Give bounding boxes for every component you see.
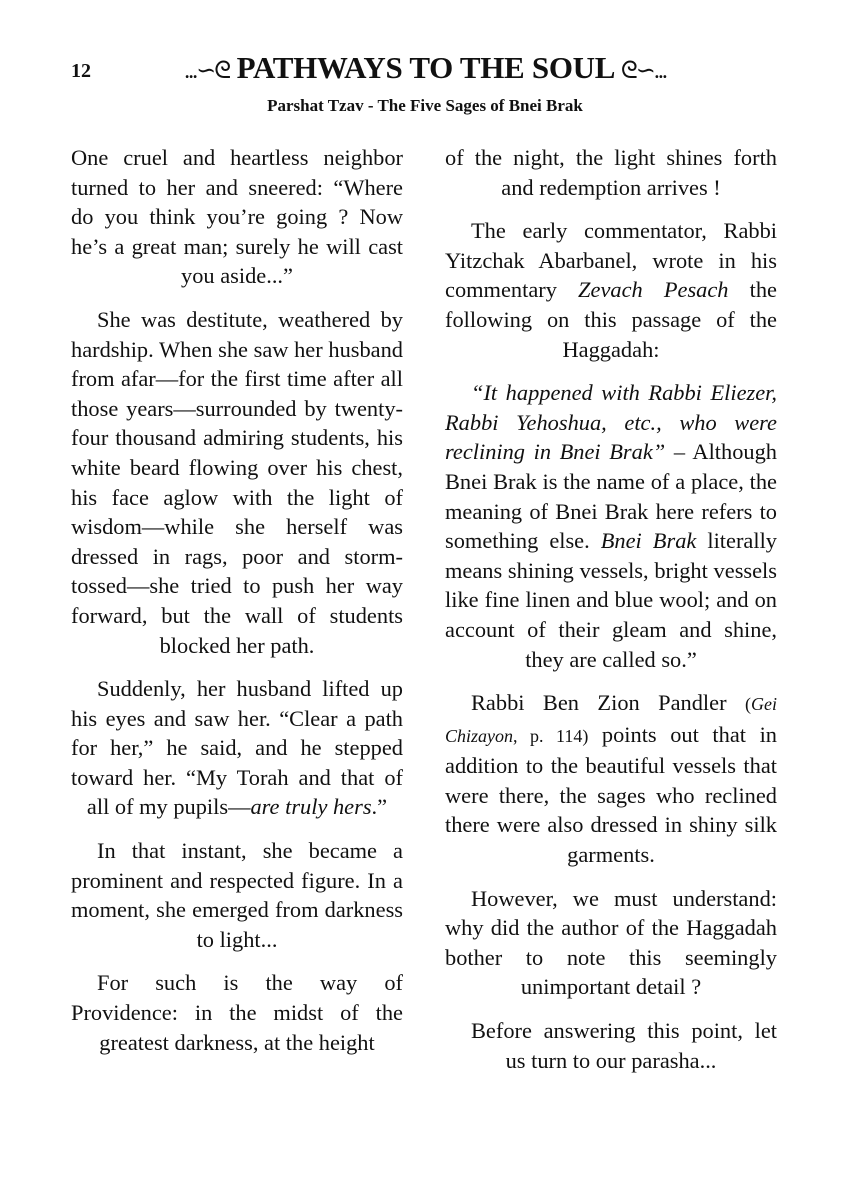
paragraph bbox=[71, 968, 403, 1057]
text-run: ( bbox=[745, 694, 751, 715]
text-run: , p. 114) bbox=[513, 725, 589, 746]
text-run: Rabbi Ben Zion Pandler bbox=[471, 690, 745, 716]
chapter-subtitle: Parshat Tzav - The Five Sages of Bnei Brak bbox=[267, 96, 583, 115]
text-run: However, we must understand: why did the author of the Haggadah bother to note this seemingly unimportant detail ? bbox=[445, 885, 777, 1000]
ornament-left-icon: ...∽ᘓ bbox=[184, 58, 230, 84]
italic-text: Zevach Pesach bbox=[578, 277, 729, 303]
paragraph bbox=[71, 143, 403, 291]
book-title: PATHWAYS TO THE SOUL bbox=[236, 50, 614, 85]
text-run: points out that in addition to the beautiful vessels that were there, the sages who reclined there were also dressed in shiny silk garments. bbox=[445, 721, 777, 868]
paragraph bbox=[445, 378, 777, 674]
text-run: She was destitute, weathered by hardship. When she saw her husband from afar—for the first time after all those years—surrounded by twenty-four thousand admiring students, his white beard flowing over his chest, his face aglow with the light of wisdom—while she herself was dressed in rags, poor and storm-tossed—she tried to push her way forward, but the wall of students blocked her path. bbox=[71, 306, 403, 658]
ornament-right-icon: ᘓ∽... bbox=[620, 58, 666, 84]
italic-text: Bnei Brak bbox=[600, 528, 697, 554]
paragraph bbox=[445, 143, 777, 202]
text-run: Before answering this point, let us turn to our parasha... bbox=[471, 1018, 777, 1073]
text-run: .” bbox=[371, 794, 388, 820]
text-run: For such is the way of Providence: in the midst of the greatest darkness, at the height bbox=[71, 970, 403, 1055]
right-column bbox=[445, 143, 777, 1089]
text-run: the following on this passage of the Haggadah: bbox=[445, 277, 777, 362]
running-title bbox=[130, 50, 720, 86]
left-column bbox=[71, 143, 403, 1071]
text-run: One cruel and heartless neighbor turned to her and sneered: “Where do you think you’re going ? Now he’s a great man; surely he will cast you aside...” bbox=[71, 145, 403, 289]
text-run: In that instant, she became a prominent and respected figure. In a moment, she emerged from darkness to light... bbox=[71, 838, 403, 952]
paragraph bbox=[445, 688, 777, 870]
page-number: 12 bbox=[71, 60, 91, 82]
paragraph bbox=[71, 674, 403, 822]
paragraph bbox=[445, 884, 777, 1002]
italic-text: Gei Chizayon bbox=[445, 694, 777, 746]
text-run: The early commentator, Rabbi Yitzchak Abarbanel, wrote in his commentary bbox=[445, 218, 777, 303]
paragraph bbox=[445, 216, 777, 364]
italic-text: are truly hers bbox=[250, 794, 372, 820]
text-run: – Although Bnei Brak is the name of a place, the meaning of Bnei Brak here refers to something else. bbox=[445, 439, 777, 554]
text-run: of the night, the light shines forth and redemption arrives ! bbox=[445, 145, 777, 200]
italic-text: “It happened with Rabbi Eliezer, Rabbi Yehoshua, etc., who were reclining in Bnei Brak” bbox=[445, 380, 777, 465]
text-run: literally means shining vessels, bright vessels like fine linen and blue wool; and on account of their gleam and shine, they are called so.” bbox=[445, 528, 777, 672]
paragraph bbox=[71, 305, 403, 660]
text-run: Suddenly, her husband lifted up his eyes and saw her. “Clear a path for her,” he said, and he stepped toward her. “My Torah and that of all of my pupils— bbox=[71, 676, 403, 820]
paragraph bbox=[71, 836, 403, 954]
paragraph bbox=[445, 1016, 777, 1075]
